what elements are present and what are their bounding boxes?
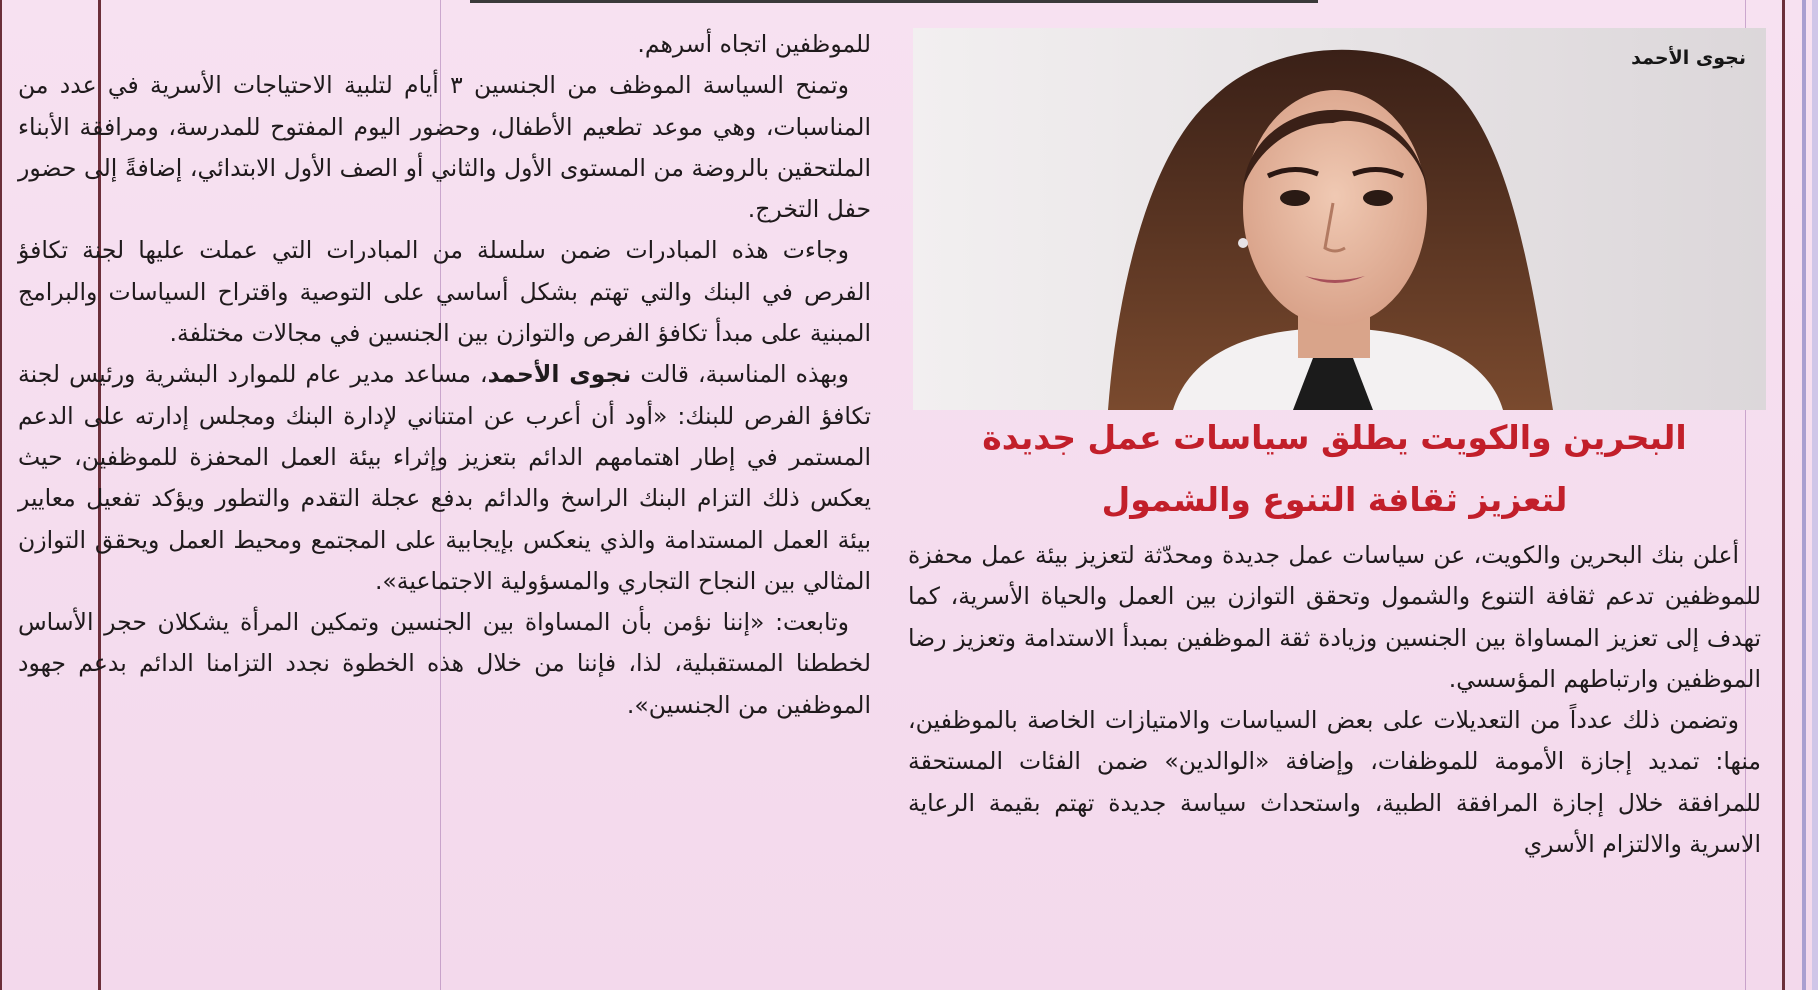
portrait-illustration — [913, 28, 1766, 410]
quoted-name: نجوى الأحمد — [487, 360, 632, 389]
headline-line-2: لتعزيز ثقافة التنوع والشمول — [1101, 480, 1568, 519]
paragraph: وجاءت هذه المبادرات ضمن سلسلة من المبادرات التي عملت عليها لجنة تكافؤ الفرص في البنك والتي تهتم بشكل أساسي على التوصية واقتراح السياسات والبرامج المبنية على مبدأ تكافؤ الفرص والتوازن بين الجنسين في مجالات مختلفة. — [18, 236, 871, 348]
top-rule — [470, 0, 1318, 3]
page-edge-right-inner — [1802, 0, 1806, 990]
page-fold-right — [1782, 0, 1785, 990]
paragraph: وتضمن ذلك عدداً من التعديلات على بعض السياسات والامتيازات الخاصة بالموظفين، منها: تمديد إجازة الأمومة للموظفات، وإضافة «الوالدين» ضمن الفئات المستحقة للمرافقة خلال إجازة المرافقة الطبية، واستحداث سياسة جديدة تهتم بقيمة الرعاية الاسرية والالتزام الأسري — [908, 706, 1761, 859]
headline-line-1: البحرين والكويت يطلق سياسات عمل جديدة — [982, 418, 1687, 457]
paragraph: للموظفين اتجاه أسرهم. — [637, 30, 871, 58]
paragraph: وتابعت: «إننا نؤمن بأن المساواة بين الجنسين وتمكين المرأة يشكلان حجر الأساس لخططنا المستقبلية، لذا، فإننا من خلال هذه الخطوة نجدد التزامنا الدائم بدعم جهود الموظفين من الجنسين». — [18, 608, 871, 719]
page-edge-right — [1812, 0, 1818, 990]
paragraph: أعلن بنك البحرين والكويت، عن سياسات عمل جديدة ومحدّثة لتعزيز بيئة عمل محفزة للموظفين تدعم ثقافة التنوع والشمول وتحقق التوازن بين العمل والحياة الأسرية، كما تهدف إلى تعزيز المساواة بين الجنسين وزيادة ثقة الموظفين بمبدأ الاستدامة وتعزيز رضا الموظفين وارتباطهم المؤسسي. — [908, 541, 1761, 693]
portrait-photo — [913, 28, 1766, 410]
text-run: ، مساعد مدير عام للموارد البشرية ورئيس لجنة تكافؤ الفرص للبنك: «أود أن أعرب عن امتناني لإدارة البنك ومجلس إدارته على الدعم المستمر في إطار اهتمامهم الدائم بتعزيز وإثراء بيئة العمل المحفزة للموظفين، حيث يعكس ذلك التزام البنك الراسخ والدائم بدفع عجلة التقدم والتطور ويؤكد تفعيل معايير بيئة العمل المستدامة والذي ينعكس بإيجابية على المجتمع ومحيط العمل ويحقق التوازن المثالي بين النجاح التجاري والمسؤولية الاجتماعية». — [18, 360, 871, 595]
right-column — [908, 535, 1761, 865]
paragraph: وتمنح السياسة الموظف من الجنسين ٣ أيام لتلبية الاحتياجات الأسرية في عدد من المناسبات، وهي موعد تطعيم الأطفال، وحضور اليوم المفتوح للمدرسة، ومرافقة الأبناء الملتحقين بالروضة من المستوى الأول والثاني أو الصف الأول الابتدائي، إضافةً إلى حضور حفل التخرج. — [18, 71, 871, 224]
text-run: وبهذه المناسبة، قالت — [631, 360, 849, 389]
page-edge-left — [0, 0, 2, 990]
paragraph — [18, 354, 871, 602]
author-byline: نجوى الأحمد — [1631, 47, 1746, 69]
left-column — [18, 24, 871, 726]
